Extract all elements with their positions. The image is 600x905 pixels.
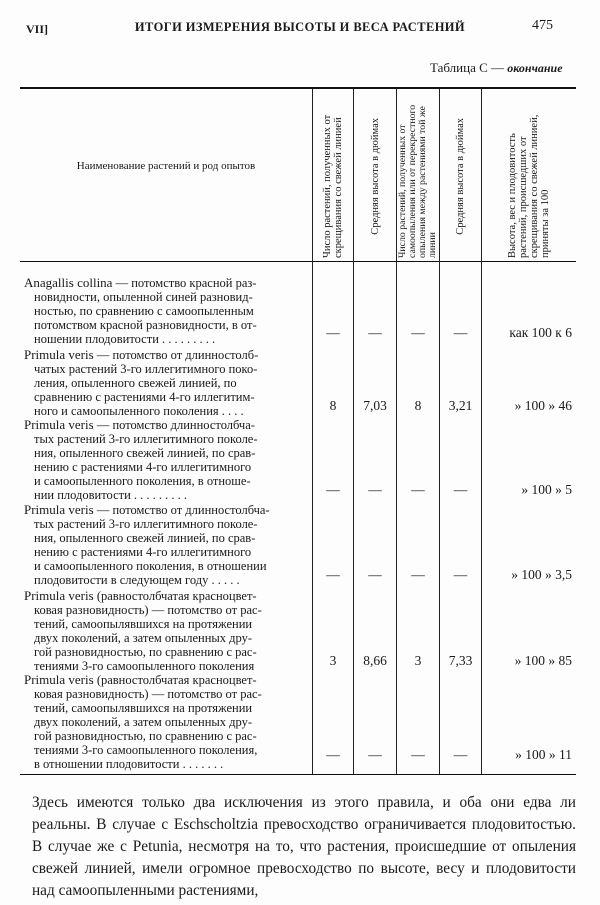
row-line: гой разновидностью, по сравнению с рас- [34,645,257,659]
table-cell: 3,21 [448,398,473,413]
table-row-name [24,503,310,587]
column-header-selfed-count [397,92,439,260]
row-line: потомством красной разновидности, в от- [34,318,257,332]
table-cell: — [453,567,468,582]
row-line: ковая разновидность) — потомство от рас- [34,687,262,701]
row-line [24,418,310,432]
row-line: нению с растениями 4-го иллегитимного [34,545,252,559]
table-cell: 3 [414,653,422,668]
table-cell: — [368,482,382,497]
row-line: тений, самоопылявшихся на протяжении [34,617,253,631]
table-cell: — [411,325,425,340]
row-line: ностью, по сравнению с самоопыленным [34,304,254,318]
table-cell: 7,33 [448,653,473,668]
latin-name: Anagallis collina [24,275,113,290]
body-paragraph: Здесь имеются только два исключения из этого правила, и оба они едва ли реальны. В случае с Eschscholtzia превосходство ограничивается плодовитостью. В случае же с Petunia, несмотря на то, что растения, происшедшие от опыления свежей линией, имели огромное превосходство по высоте, весу и плодовитости над самоопыленными растениями, [32,794,576,899]
row-line: двух поколений, а затем опыленных дру- [34,715,253,729]
table-cell: — [326,567,340,582]
header-rule [20,261,576,262]
table-cell: 8,66 [363,653,387,668]
row-line: новидности, опыленной синей разновид- [34,290,253,304]
row-line: и самоопыленного поколения, в отноше- [34,474,251,488]
row-line: ния, опыленного свежей линией, по срав- [34,446,256,460]
row-text: — потомство длинностолбча- [93,418,255,432]
latin-name: Primula veris [24,347,94,362]
table-cell: — [368,567,382,582]
table-row-name [24,348,310,418]
table-cell: — [453,747,468,762]
table-cell: » 100 » 46 [514,398,572,413]
table-cell: — [326,747,340,762]
row-line: ного и самоопыленного поколения . . . . [34,404,244,418]
table-cell: — [326,325,340,340]
table-row-name [24,418,310,502]
table-bottom-rule [20,774,576,775]
row-text: (равностолбчатая красноцвет- [93,589,257,603]
row-line: гой разновидностью, по сравнению с рас- [34,729,257,743]
table-cell: 3 [329,653,337,668]
latin-name: Primula veris [24,672,94,687]
table-cell: » 100 » 85 [514,653,572,668]
table-row-name [24,276,310,346]
table-cell: — [411,567,425,582]
latin-name: Primula veris [24,502,94,517]
column-header-ratio [482,92,576,260]
column-header-crossed-count [313,92,353,260]
row-line: и самоопыленного поколения, в отношении [34,559,267,573]
row-text: (равностолбчатая красноцвет- [93,673,257,687]
row-text: — потомство от длинностолбча- [93,503,270,517]
row-line: ления, опыленного свежей линией, по [34,376,237,390]
table-cell: — [368,325,382,340]
row-text: — потомство от длинностолб- [93,348,259,362]
row-line: нии плодовитости . . . . . . . . . [34,488,188,502]
header-text: Средняя высота в дюймах [369,117,381,235]
row-line: тениями 3-го самоопыленного поколения [34,659,255,673]
header-text: Средняя высота в дюймах [455,117,466,235]
table-cell: — [453,325,468,340]
row-line [24,276,310,290]
column-header-selfed-height [440,92,481,260]
row-line: плодовитости в следующем году . . . . . [34,573,240,587]
page-number: 475 [532,18,553,33]
row-line: сравнению с растениями 4-го иллегитим- [34,390,255,404]
table-cell: » 100 » 3,5 [511,567,572,582]
table-cell: — [368,747,382,762]
row-line: ношении плодовитости . . . . . . . . . [34,332,216,346]
latin-name: Primula veris [24,417,94,432]
row-line: в отношении плодовитости . . . . . . . [34,757,224,771]
row-line: тениями 3-го самоопыленного поколения, [34,743,258,757]
table-cell: 7,03 [363,398,387,413]
table-cell: » 100 » 5 [521,482,572,497]
table-caption [430,60,563,76]
caption-text: Таблица С — [430,60,505,75]
caption-italic: окончание [507,61,563,75]
row-text: — потомство красной раз- [112,276,257,290]
header-text: Число растений, полученных от самоопыления или от перекрестного опыления между растениями той же линии [397,104,438,258]
table-cell: — [326,482,340,497]
table-cell: — [411,482,425,497]
chapter-marker: VII] [26,22,49,36]
running-title: ИТОГИ ИЗМЕРЕНИЯ ВЫСОТЫ И ВЕСА РАСТЕНИЙ [134,20,466,34]
header-text: Число растений, полученных от скрещивания со свежей линией [322,114,344,258]
latin-name: Primula veris [24,588,94,603]
column-header-crossed-height [354,92,396,260]
row-line: ния, опыленного свежей линией, по срав- [34,531,256,545]
row-line: чатых растений 3-го иллегитимного поко- [34,362,258,376]
table-cell: 8 [329,398,337,413]
table-cell: как 100 к 6 [509,325,572,340]
row-line [24,589,310,603]
row-line: ковая разновидность) — потомство от рас- [34,603,262,617]
table-cell: — [411,747,425,762]
table-row-name [24,673,310,771]
row-line: двух поколений, а затем опыленных дру- [34,631,253,645]
table-cell: » 100 » 11 [515,747,572,762]
row-line: тых растений 3-го иллегитимного поколе- [34,432,258,446]
row-line: тых растений 3-го иллегитимного поколе- [34,517,258,531]
header-text: Высота, вес и плодовитость растений, происшедших от скрещивания со свежей линией, приняты за 100 [507,114,551,258]
table-row-name [24,589,310,673]
column-header-name: Наименование растений и род опытов [76,160,256,172]
row-line [24,503,310,517]
table-cell: — [453,482,468,497]
table-top-rule [20,87,576,89]
row-line [24,673,310,687]
row-line [24,348,310,362]
table-cell: 8 [414,398,422,413]
row-line: нению с растениями 4-го иллегитимного [34,460,252,474]
row-line: тений, самоопылявшихся на протяжении [34,701,253,715]
